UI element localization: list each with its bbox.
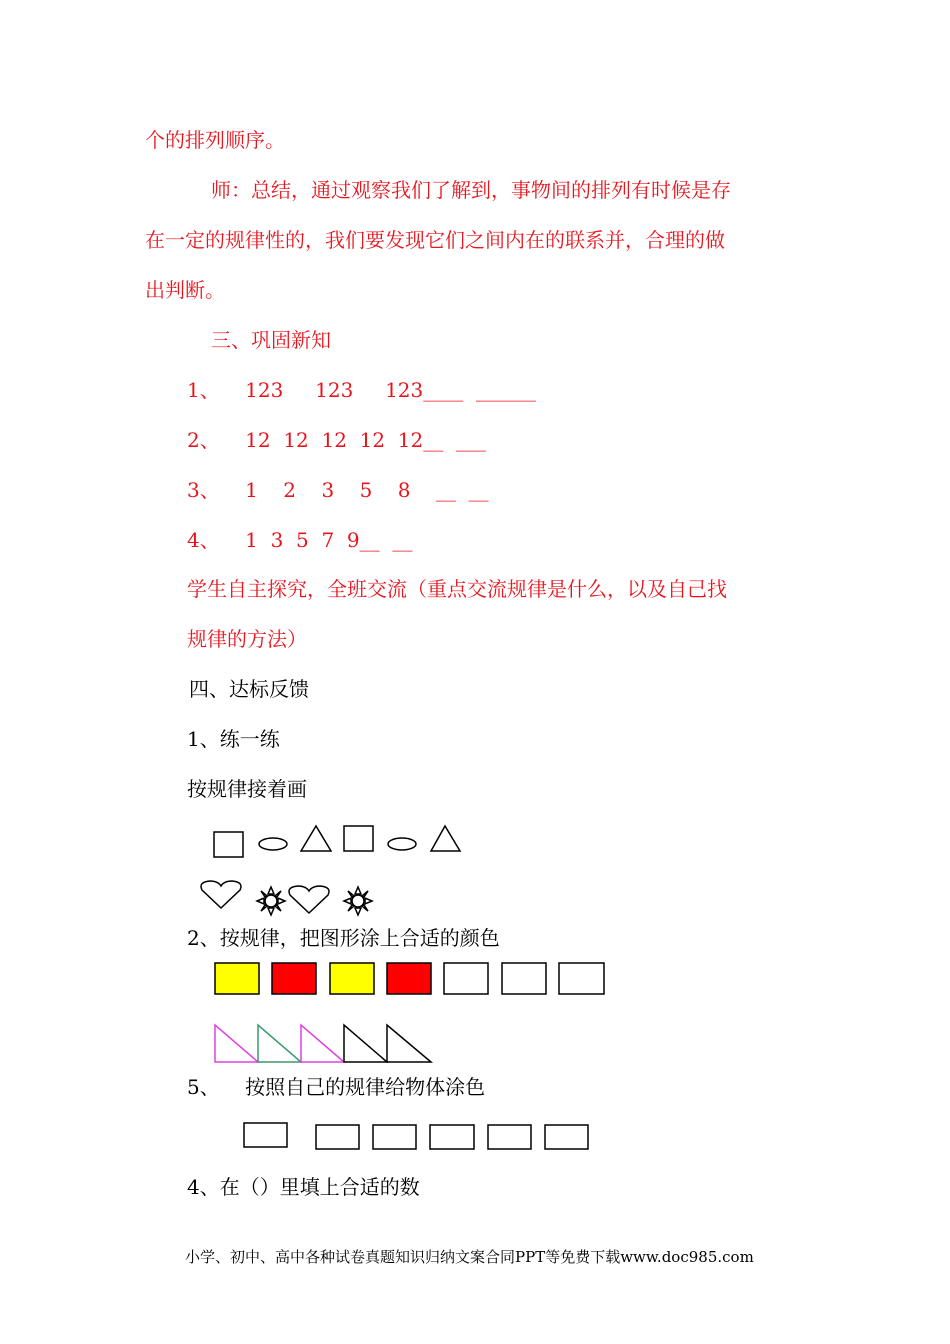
empty-box (559, 963, 604, 994)
section-heading: 三、巩固新知 (211, 328, 331, 352)
empty-triangle (344, 1025, 387, 1062)
paragraph-line: 在一定的规律性的，我们要发现它们之间内在的联系并，合理的做 (145, 228, 725, 252)
square-shape (344, 826, 373, 851)
sun-shape (257, 887, 285, 915)
red-box (387, 963, 431, 994)
empty-box (502, 963, 546, 994)
paragraph-line: 学生自主探究，全班交流（重点交流规律是什么，以及自己找 (187, 577, 727, 601)
heart-shape (289, 886, 329, 913)
empty-box (373, 1125, 416, 1149)
footer-text: 小学、初中、高中各种试卷真题知识归纳文案合同PPT等免费下载www.doc985.com (185, 1248, 754, 1266)
ellipse-shape (388, 838, 416, 850)
exercise-line: 1、 123 123 123____ ______ (187, 378, 536, 402)
heart-shape (201, 881, 241, 908)
empty-triangle (387, 1025, 431, 1062)
empty-box (244, 1123, 287, 1147)
paragraph-line: 规律的方法） (187, 627, 307, 651)
exercise-line: 2、 12 12 12 12 12__ ___ (187, 428, 486, 452)
section-heading: 四、达标反馈 (189, 677, 309, 701)
paragraph-line: 师：总结，通过观察我们了解到，事物间的排列有时候是存 (211, 178, 731, 202)
paragraph-line: 出判断。 (145, 278, 225, 302)
yellow-box (215, 963, 259, 994)
red-box (272, 963, 316, 994)
empty-box (545, 1125, 588, 1149)
empty-box (316, 1125, 359, 1149)
question-heading: 1、练一练 (187, 727, 280, 751)
exercise-line: 3、 1 2 3 5 8 __ __ (187, 478, 489, 502)
empty-box (488, 1125, 531, 1149)
sun-shape (344, 887, 372, 915)
magenta-triangle (301, 1025, 344, 1062)
empty-box (444, 963, 488, 994)
exercise-line: 4、 1 3 5 7 9__ __ (187, 528, 413, 552)
paragraph-line: 个的排列顺序。 (145, 128, 285, 152)
empty-box (430, 1125, 474, 1149)
question-heading: 2、按规律，把图形涂上合适的颜色 (187, 926, 500, 950)
question-heading: 5、 按照自己的规律给物体涂色 (187, 1075, 486, 1099)
ellipse-shape (259, 838, 287, 850)
green-triangle (258, 1025, 301, 1062)
square-shape (214, 832, 243, 857)
yellow-box (330, 963, 374, 994)
triangle-shape (301, 826, 331, 851)
magenta-triangle (215, 1025, 258, 1062)
triangle-shape (431, 826, 460, 851)
question-instruction: 按规律接着画 (187, 777, 307, 801)
question-heading: 4、在（）里填上合适的数 (187, 1175, 420, 1199)
